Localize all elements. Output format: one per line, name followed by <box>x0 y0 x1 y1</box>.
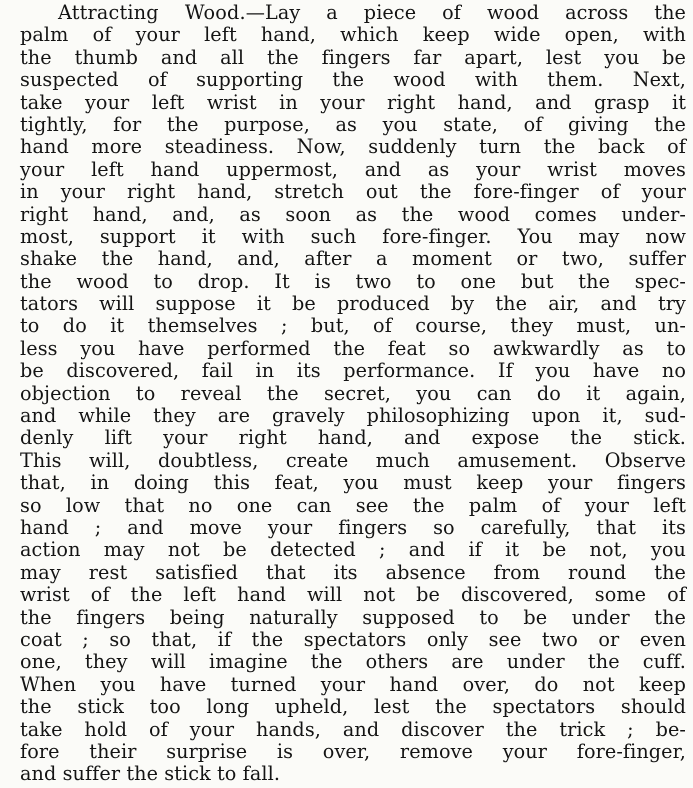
article-line: tightly, for the purpose, as you state, of giving the <box>20 112 686 136</box>
article-line <box>20 2 686 24</box>
article-line: fore their surprise is over, remove your fore-finger, <box>20 739 686 763</box>
article-line: tators will suppose it be produced by the air, and try <box>20 292 686 316</box>
article-line-text: —Lay a piece of wood across the <box>245 1 686 24</box>
article-line: to do it themselves ; but, of course, they must, un- <box>20 314 686 338</box>
article-line: palm of your left hand, which keep wide open, with <box>20 23 686 47</box>
article-line: action may not be detected ; and if it be not, you <box>20 538 686 562</box>
article-line: be discovered, fail in its performance. If you have no <box>20 359 686 383</box>
article-line: take your left wrist in your right hand, and grasp it <box>20 90 686 114</box>
article-heading: Attracting Wood. <box>58 1 246 24</box>
article-line: the wood to drop. It is two to one but the spec- <box>20 269 686 293</box>
article-line: less you have performed the feat so awkwardly as to <box>20 336 686 360</box>
article-line: take hold of your hands, and discover the trick ; be- <box>20 717 686 741</box>
article-line: When you have turned your hand over, do not keep <box>20 672 686 696</box>
article-line: the fingers being naturally supposed to be under the <box>20 605 686 629</box>
article-line: most, support it with such fore-finger. You may now <box>20 224 686 248</box>
article-line: may rest satisfied that its absence from round the <box>20 560 686 584</box>
article-line: wrist of the left hand will not be discovered, some of <box>20 583 686 607</box>
article-line: coat ; so that, if the spectators only see two or even <box>20 627 686 651</box>
article-line: shake the hand, and, after a moment or two, suffer <box>20 247 686 271</box>
article-line: right hand, and, as soon as the wood comes under- <box>20 202 686 226</box>
article-line: your left hand uppermost, and as your wrist moves <box>20 157 686 181</box>
article-line: so low that no one can see the palm of your left <box>20 493 686 517</box>
article-line: and suffer the stick to fall. <box>20 762 281 786</box>
article-line: and while they are gravely philosophizing upon it, sud- <box>20 404 686 428</box>
article-line: suspected of supporting the wood with them. Next, <box>20 68 686 92</box>
article-line: in your right hand, stretch out the fore-finger of your <box>20 180 686 204</box>
article-line: hand more steadiness. Now, suddenly turn the back of <box>20 135 686 159</box>
article-line: that, in doing this feat, you must keep your fingers <box>20 471 686 495</box>
article-line: one, they will imagine the others are under the cuff. <box>20 650 686 674</box>
article-body <box>20 2 686 786</box>
article-line: objection to reveal the secret, you can do it again, <box>20 381 686 405</box>
article-line: denly lift your right hand, and expose the stick. <box>20 426 686 450</box>
article-line: the stick too long upheld, lest the spectators should <box>20 695 686 719</box>
article-line: hand ; and move your fingers so carefully, that its <box>20 515 686 539</box>
article-line: This will, doubtless, create much amusement. Observe <box>20 448 686 472</box>
article-line: the thumb and all the fingers far apart, lest you be <box>20 45 686 69</box>
